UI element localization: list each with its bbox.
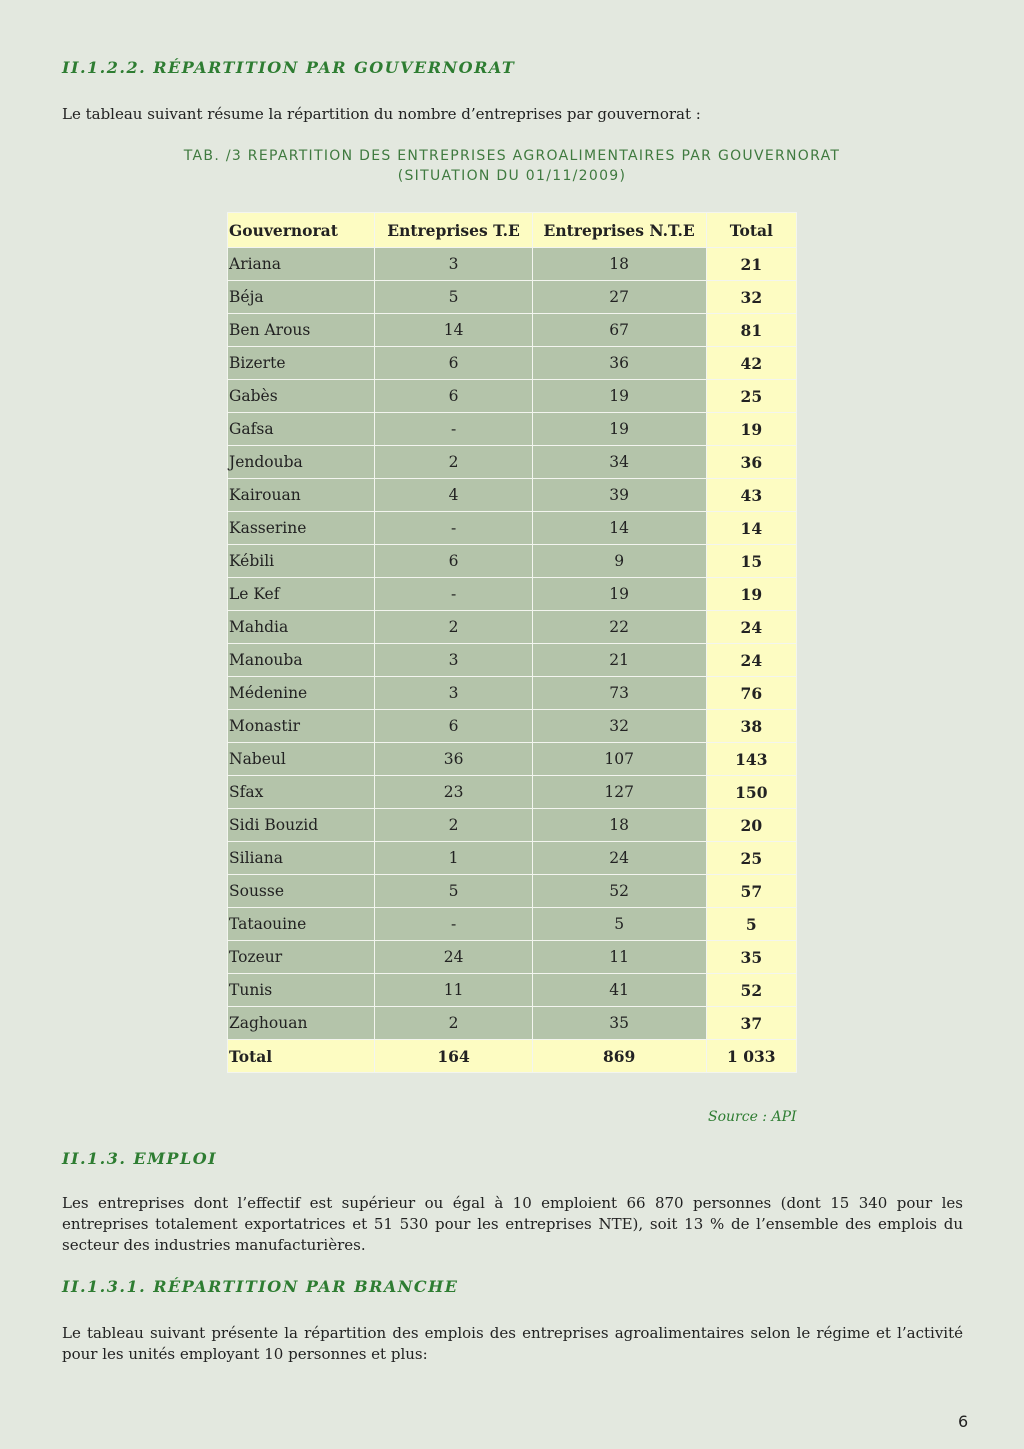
table-cell: 150	[706, 776, 796, 809]
table-cell: 32	[706, 281, 796, 314]
table-cell: Béja	[228, 281, 375, 314]
table-cell: Tunis	[228, 974, 375, 1007]
table-cell: 19	[706, 578, 796, 611]
table-cell: Manouba	[228, 644, 375, 677]
table-cell: Kébili	[228, 545, 375, 578]
table-cell: 67	[532, 314, 706, 347]
table-row	[228, 512, 797, 545]
table-cell: Ben Arous	[228, 314, 375, 347]
table-row	[228, 314, 797, 347]
table-cell: Le Kef	[228, 578, 375, 611]
table-cell: 3	[375, 677, 532, 710]
table-cell: 42	[706, 347, 796, 380]
table-cell: -	[375, 908, 532, 941]
table-cell: 5	[375, 875, 532, 908]
table-cell: 38	[706, 710, 796, 743]
table-cell: Mahdia	[228, 611, 375, 644]
table-cell: Kasserine	[228, 512, 375, 545]
table-row	[228, 908, 797, 941]
section-heading-branche: II.1.3.1. RÉPARTITION PAR BRANCHE	[62, 1277, 459, 1296]
table-cell: Tataouine	[228, 908, 375, 941]
total-all: 1 033	[706, 1040, 796, 1073]
table-cell: 3	[375, 644, 532, 677]
column-header: Total	[706, 213, 796, 248]
table-cell: 35	[706, 941, 796, 974]
table-header-row	[228, 213, 797, 248]
table-row	[228, 1007, 797, 1040]
section-heading-emploi: II.1.3. EMPLOI	[62, 1149, 218, 1168]
table-row	[228, 413, 797, 446]
table-row	[228, 677, 797, 710]
table-source: Source : API	[708, 1109, 797, 1125]
table-cell: 21	[706, 248, 796, 281]
section-heading-gouvernorat: II.1.2.2. RÉPARTITION PAR GOUVERNORAT	[62, 58, 516, 77]
table-cell: -	[375, 413, 532, 446]
table-cell: Siliana	[228, 842, 375, 875]
table-cell: 24	[706, 644, 796, 677]
table-cell: Sidi Bouzid	[228, 809, 375, 842]
table-row	[228, 611, 797, 644]
table-cell: -	[375, 578, 532, 611]
table-title: TAB. /3 REPARTITION DES ENTREPRISES AGROALIMENTAIRES PAR GOUVERNORAT	[183, 148, 841, 164]
branche-paragraph: Le tableau suivant présente la répartition des emplois des entreprises agroalimentaires selon le régime et l’activité pour les unités employant 10 personnes et plus:	[62, 1324, 963, 1363]
table-cell: Tozeur	[228, 941, 375, 974]
table-cell: 6	[375, 710, 532, 743]
table-row	[228, 809, 797, 842]
table-cell: 36	[706, 446, 796, 479]
table-cell: 41	[532, 974, 706, 1007]
column-header: Entreprises T.E	[375, 213, 532, 248]
table-cell: 43	[706, 479, 796, 512]
column-header: Gouvernorat	[228, 213, 375, 248]
table-cell: 81	[706, 314, 796, 347]
table-cell: 14	[532, 512, 706, 545]
table-cell: 20	[706, 809, 796, 842]
table-row	[228, 479, 797, 512]
table-cell: 5	[532, 908, 706, 941]
table-cell: 19	[532, 578, 706, 611]
emploi-paragraph: Les entreprises dont l’effectif est supérieur ou égal à 10 emploient 66 870 personnes (dont 15 340 pour les entreprises totalement exportatrices et 51 530 pour les entreprises NTE), soit 13 % de l’ensemble des emplois du secteur des industries manufacturières.	[62, 1194, 963, 1254]
table-row	[228, 974, 797, 1007]
table-row	[228, 578, 797, 611]
table-cell: 21	[532, 644, 706, 677]
table-cell: 39	[532, 479, 706, 512]
table-cell: 6	[375, 380, 532, 413]
table-cell: Gafsa	[228, 413, 375, 446]
table-cell: 52	[706, 974, 796, 1007]
table-cell: 2	[375, 611, 532, 644]
table-cell: 34	[532, 446, 706, 479]
table-cell: 24	[532, 842, 706, 875]
table-row	[228, 776, 797, 809]
table-row	[228, 875, 797, 908]
total-te: 164	[375, 1040, 532, 1073]
table-cell: 36	[532, 347, 706, 380]
table-row	[228, 941, 797, 974]
table-cell: 6	[375, 347, 532, 380]
total-label: Total	[228, 1040, 375, 1073]
table-cell: 25	[706, 842, 796, 875]
table-row	[228, 347, 797, 380]
table-cell: 5	[375, 281, 532, 314]
table-cell: 2	[375, 809, 532, 842]
table-cell: Gabès	[228, 380, 375, 413]
table-cell: 52	[532, 875, 706, 908]
table-cell: 143	[706, 743, 796, 776]
table-cell: 2	[375, 1007, 532, 1040]
table-cell: 18	[532, 809, 706, 842]
table-cell: 24	[375, 941, 532, 974]
table-cell: Sousse	[228, 875, 375, 908]
table-cell: Médenine	[228, 677, 375, 710]
table-cell: 23	[375, 776, 532, 809]
table-cell: Monastir	[228, 710, 375, 743]
table-cell: Bizerte	[228, 347, 375, 380]
table-cell: 14	[375, 314, 532, 347]
table-cell: 1	[375, 842, 532, 875]
table-total-row	[228, 1040, 797, 1073]
table-cell: 36	[375, 743, 532, 776]
table-cell: 2	[375, 446, 532, 479]
table-cell: Kairouan	[228, 479, 375, 512]
table-cell: Zaghouan	[228, 1007, 375, 1040]
table-cell: 11	[375, 974, 532, 1007]
table-cell: 73	[532, 677, 706, 710]
table-cell: 25	[706, 380, 796, 413]
table-row	[228, 743, 797, 776]
table-cell: 127	[532, 776, 706, 809]
table-row	[228, 842, 797, 875]
table-cell: 107	[532, 743, 706, 776]
table-row	[228, 380, 797, 413]
table-row	[228, 644, 797, 677]
total-nte: 869	[532, 1040, 706, 1073]
table-cell: 27	[532, 281, 706, 314]
table-row	[228, 545, 797, 578]
table-cell: 19	[532, 413, 706, 446]
table-cell: 4	[375, 479, 532, 512]
table-cell: 19	[706, 413, 796, 446]
table-cell: Nabeul	[228, 743, 375, 776]
table-cell: 6	[375, 545, 532, 578]
table-cell: 3	[375, 248, 532, 281]
table-cell: 11	[532, 941, 706, 974]
table-cell: Jendouba	[228, 446, 375, 479]
column-header: Entreprises N.T.E	[532, 213, 706, 248]
table-row	[228, 446, 797, 479]
table-cell: 24	[706, 611, 796, 644]
intro-paragraph: Le tableau suivant résume la répartition du nombre d’entreprises par gouvernorat :	[62, 105, 701, 123]
table-subtitle: (SITUATION DU 01/11/2009)	[397, 168, 627, 184]
table-row	[228, 248, 797, 281]
page-number: 6	[958, 1412, 969, 1431]
table-cell: 57	[706, 875, 796, 908]
gouvernorat-table	[227, 212, 797, 1073]
table-cell: 37	[706, 1007, 796, 1040]
table-cell: 35	[532, 1007, 706, 1040]
table-cell: Sfax	[228, 776, 375, 809]
table-cell: 76	[706, 677, 796, 710]
table-cell: 32	[532, 710, 706, 743]
table-row	[228, 281, 797, 314]
table-cell: 15	[706, 545, 796, 578]
table-cell: 14	[706, 512, 796, 545]
table-cell: -	[375, 512, 532, 545]
table-row	[228, 710, 797, 743]
table-cell: 22	[532, 611, 706, 644]
table-cell: 18	[532, 248, 706, 281]
table-cell: Ariana	[228, 248, 375, 281]
table-cell: 5	[706, 908, 796, 941]
table-cell: 9	[532, 545, 706, 578]
table-cell: 19	[532, 380, 706, 413]
